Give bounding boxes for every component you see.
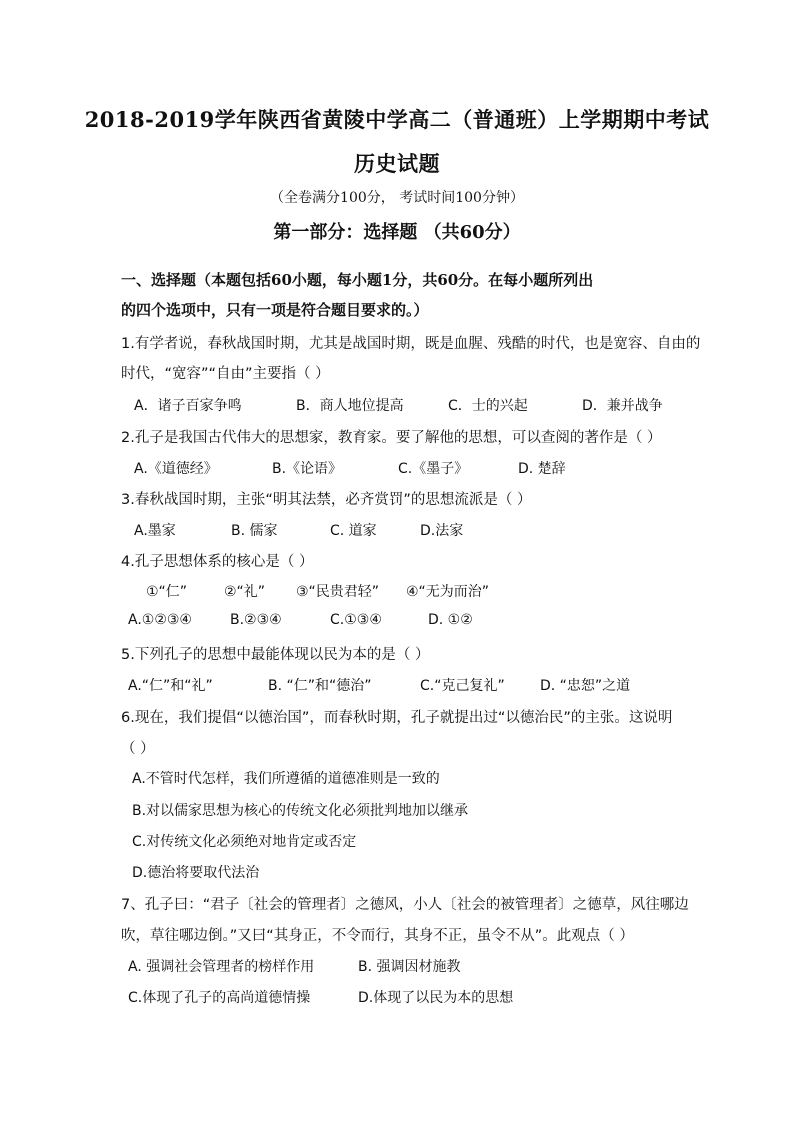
question-7-option-d: D.体现了以民为本的思想 <box>358 990 514 1006</box>
question-1-option-d: D．兼并战争 <box>582 398 663 414</box>
exam-note: （全卷满分100分， 考试时间100分钟） <box>270 190 524 206</box>
question-4-option-b: B.②③④ <box>230 612 282 628</box>
question-3-line1: 3.春秋战国时期，主张“明其法禁，必齐赏罚”的思想流派是（ ） <box>121 492 532 508</box>
question-4-item-1: ①“仁” <box>146 584 188 600</box>
question-7-line2: 吹，草往哪边倒。”又曰“其身正，不令而行，其身不正，虽令不从”。此观点（ ） <box>121 928 634 944</box>
question-6-line2: （ ） <box>121 741 155 757</box>
question-3-option-c: C. 道家 <box>330 523 377 539</box>
question-1-line1: 1.有学者说，春秋战国时期，尤其是战国时期，既是血腥、残酷的时代，也是宽容、自由的 <box>121 336 701 352</box>
question-2-option-b: B.《论语》 <box>272 461 343 477</box>
question-6-option-a: A.不管时代怎样，我们所遵循的道德准则是一致的 <box>132 771 440 787</box>
question-5-option-c: C.“克己复礼” <box>420 678 505 694</box>
question-4-option-a: A.①②③④ <box>128 612 192 628</box>
question-5-option-b: B. “仁”和“德治” <box>268 678 372 694</box>
question-1-option-b: B．商人地位提高 <box>296 398 404 414</box>
question-1-option-c: C．士的兴起 <box>448 398 528 414</box>
question-6-option-b: B.对以儒家思想为核心的传统文化必须批判地加以继承 <box>132 803 469 819</box>
question-7-line1: 7、孔子曰：“君子〔社会的管理者〕之德风，小人〔社会的被管理者〕之德草，风往哪边 <box>121 897 689 913</box>
question-7-option-a: A. 强调社会管理者的榜样作用 <box>128 959 315 975</box>
question-2-line1: 2.孔子是我国古代伟大的思想家，教育家。要了解他的思想，可以查阅的著作是（ ） <box>121 430 662 446</box>
question-7-option-c: C.体现了孔子的高尚道德情操 <box>128 990 311 1006</box>
question-5-option-d: D. “忠恕”之道 <box>540 678 631 694</box>
exam-subject: 历史试题 <box>354 151 440 176</box>
question-2-option-c: C.《墨子》 <box>398 461 469 477</box>
part-heading: 第一部分：选择题 （共60分） <box>273 222 521 243</box>
section-instruction-line1: 一、选择题（本题包括60小题，每小题1分，共60分。在每小题所列出 <box>121 271 594 289</box>
question-4-line1: 4.孔子思想体系的核心是（ ） <box>121 554 314 570</box>
question-1-option-a: A．诸子百家争鸣 <box>134 398 242 414</box>
question-5-option-a: A.“仁”和“礼” <box>128 678 213 694</box>
question-6-option-c: C.对传统文化必须绝对地肯定或否定 <box>132 834 357 850</box>
question-1-line2: 时代，“宽容”“自由”主要指（ ） <box>121 366 330 382</box>
question-6-option-d: D.德治将要取代法治 <box>132 865 260 881</box>
question-4-item-2: ②“礼” <box>224 584 266 600</box>
question-2-option-d: D. 楚辞 <box>518 461 566 477</box>
exam-title: 2018-2019学年陕西省黄陵中学高二（普通班）上学期期中考试 <box>84 107 710 132</box>
question-4-option-c: C.①③④ <box>330 612 382 628</box>
question-7-option-b: B. 强调因材施教 <box>358 959 461 975</box>
question-3-option-d: D.法家 <box>420 523 464 539</box>
question-3-option-b: B. 儒家 <box>231 523 278 539</box>
question-5-line1: 5.下列孔子的思想中最能体现以民为本的是（ ） <box>121 647 430 663</box>
question-4-item-3: ③“民贵君轻” <box>296 584 380 600</box>
question-4-item-4: ④“无为而治” <box>406 584 490 600</box>
question-2-option-a: A.《道德经》 <box>134 461 218 477</box>
question-3-option-a: A.墨家 <box>134 523 176 539</box>
question-6-line1: 6.现在，我们提倡“以德治国”，而春秋时期，孔子就提出过“以德治民”的主张。这说明 <box>121 710 673 726</box>
section-instruction-line2: 的四个选项中，只有一项是符合题目要求的。） <box>121 301 429 319</box>
question-4-option-d: D. ①② <box>428 612 473 628</box>
